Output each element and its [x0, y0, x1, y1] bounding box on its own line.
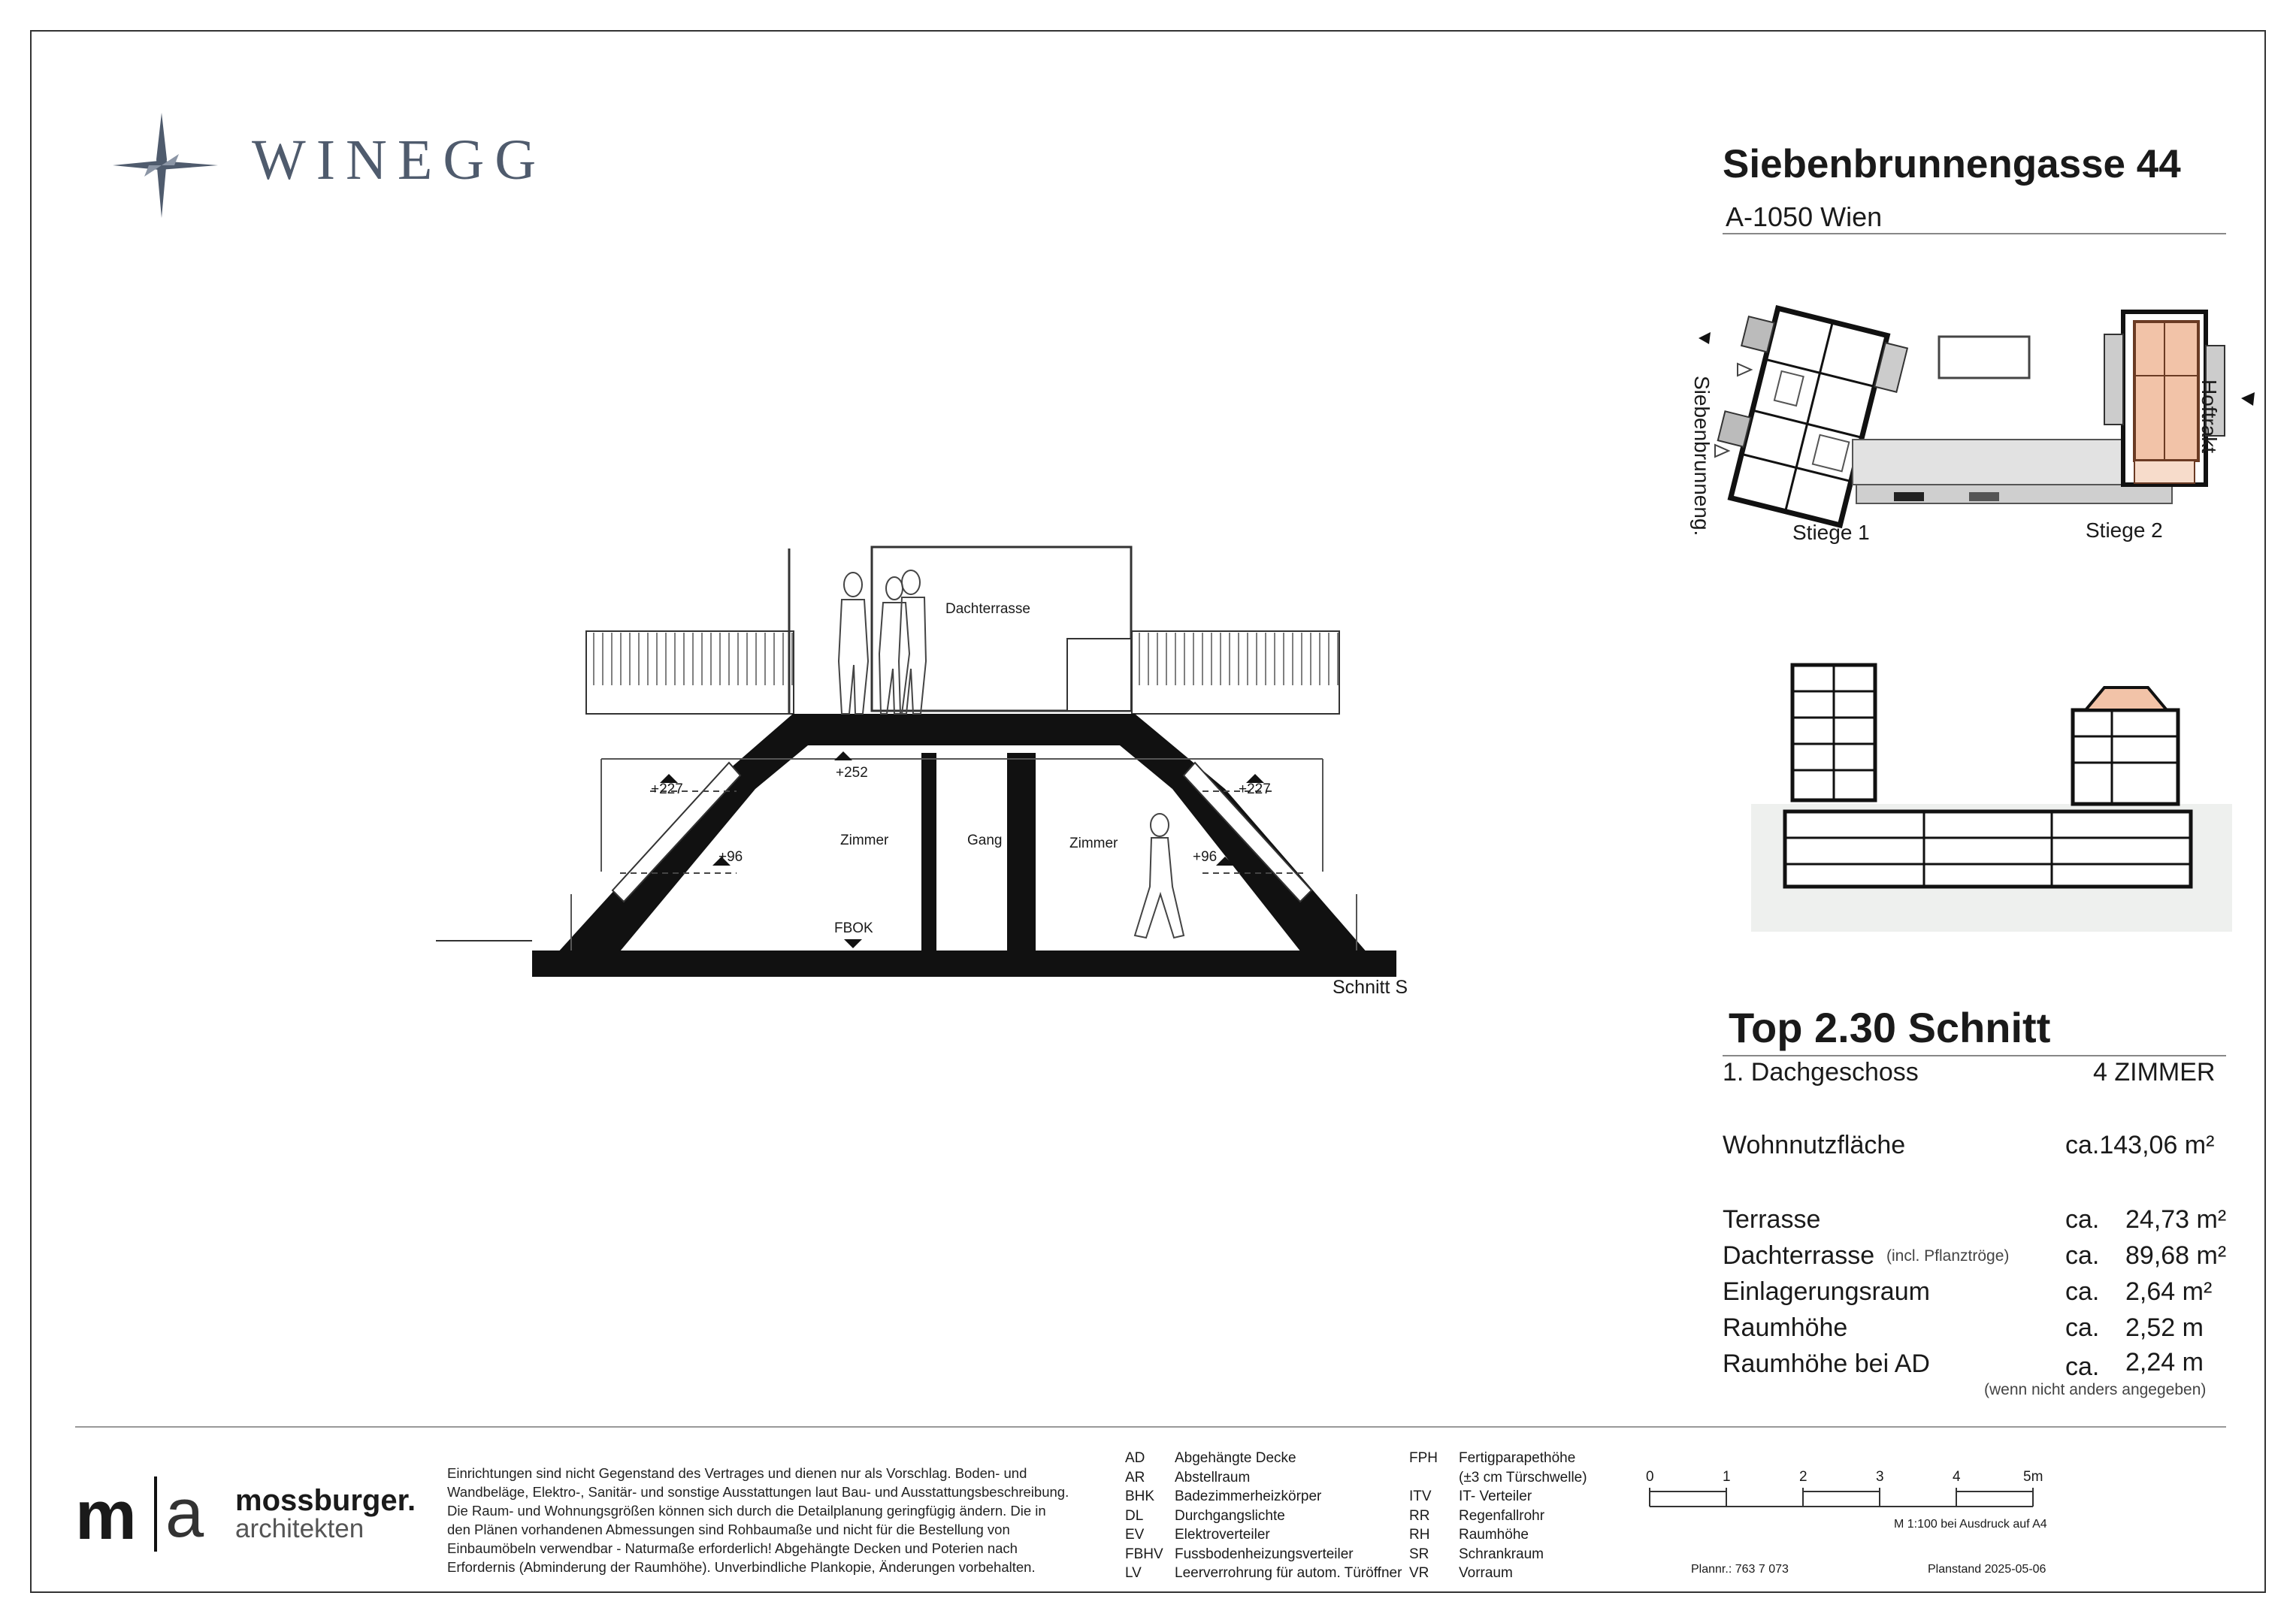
label-gang: Gang	[967, 833, 1003, 848]
compass-star-icon	[113, 113, 218, 218]
divider	[1723, 1055, 2226, 1056]
einlagerung-label: Einlagerungsraum	[1723, 1277, 1930, 1306]
legend-text: IT- Verteiler	[1459, 1489, 1532, 1504]
raumhoehe-label: Raumhöhe	[1723, 1313, 1848, 1342]
legend-abbr	[1409, 1468, 1438, 1488]
legend-text: (±3 cm Türschwelle)	[1459, 1469, 1587, 1485]
legend-text: Fertigparapethöhe	[1459, 1450, 1576, 1466]
cut-label: Schnitt S	[1333, 977, 1408, 998]
legend-abbr: AD	[1125, 1450, 1145, 1466]
logo-separator	[154, 1476, 157, 1552]
street-label: Siebenbrunneng.	[1690, 376, 1714, 536]
legend-abbr: VR	[1409, 1565, 1429, 1581]
legend-text: Abstellraum	[1175, 1469, 1251, 1485]
legend-abbr: AR	[1125, 1469, 1145, 1485]
address-city: A-1050 Wien	[1726, 201, 1883, 232]
label-zimmer-right: Zimmer	[1069, 836, 1118, 851]
legend-text: Raumhöhe	[1459, 1527, 1529, 1543]
raumhoehe-ad-ca: ca.	[2065, 1352, 2100, 1381]
legend-text: Regenfallrohr	[1459, 1507, 1545, 1524]
divider	[1723, 233, 2226, 234]
legend-abbr: LV	[1125, 1565, 1142, 1581]
scale-tick-2: 2	[1799, 1469, 1807, 1485]
legend-text: Schrankraum	[1459, 1546, 1544, 1562]
scale-bar	[1642, 1484, 2048, 1514]
legend-abbr: BHK	[1125, 1489, 1155, 1504]
stair-1-label: Stiege 1	[1792, 521, 1870, 544]
legend-abbr: FBHV	[1125, 1546, 1163, 1562]
wnf-label: Wohnnutzfläche	[1723, 1131, 1906, 1159]
legend-abbr: RR	[1409, 1507, 1430, 1524]
terrasse-value: 24,73 m²	[2125, 1205, 2227, 1234]
legend-text: Durchgangslichte	[1175, 1507, 1285, 1524]
architect-logo-m: m	[75, 1477, 135, 1554]
scale-tick-1: 1	[1723, 1469, 1731, 1485]
plan-date: Planstand 2025-05-06	[1928, 1563, 2046, 1576]
legend-abbr: SR	[1409, 1546, 1429, 1562]
level-227-right: +227	[1239, 781, 1271, 797]
brand-name: WINEGG	[252, 128, 547, 192]
site-plan	[1683, 301, 2270, 556]
dachterrasse-note: (incl. Pflanztröge)	[1886, 1247, 2010, 1265]
scale-tick-4: 4	[1953, 1469, 1961, 1485]
einlagerung-value: 2,64 m²	[2125, 1277, 2213, 1306]
legend-text: Abgehängte Decke	[1175, 1450, 1296, 1466]
unit-rooms: 4 ZIMMER	[2093, 1058, 2216, 1087]
raumhoehe-ad-label: Raumhöhe bei AD	[1723, 1349, 1930, 1378]
legend-text-col-2	[1459, 1449, 1587, 1583]
building-section-thumbnail	[1751, 654, 2232, 932]
einlagerung-ca: ca.	[2065, 1277, 2100, 1306]
scale-note: M 1:100 bei Ausdruck auf A4	[1894, 1518, 2047, 1531]
raumhoehe-ca: ca.	[2065, 1313, 2100, 1342]
scale-tick-0: 0	[1646, 1469, 1654, 1485]
plan-number: Plannr.: 763 7 073	[1691, 1563, 1789, 1576]
legend-abbr: FPH	[1409, 1450, 1438, 1466]
legend-text-col-1	[1175, 1449, 1402, 1583]
legend-text: Vorraum	[1459, 1565, 1513, 1581]
divider	[75, 1426, 2226, 1428]
terrasse-label: Terrasse	[1723, 1205, 1821, 1234]
legend-abbrev-col-1	[1125, 1449, 1163, 1583]
legend-text: Fussbodenheizungsverteiler	[1175, 1546, 1354, 1562]
stair-2-label: Stiege 2	[2086, 518, 2163, 542]
legend-abbr: RH	[1409, 1527, 1430, 1543]
height-note: (wenn nicht anders angegeben)	[1984, 1381, 2207, 1398]
firm-name: mossburger.	[235, 1484, 416, 1517]
level-252: +252	[836, 765, 868, 781]
address-street: Siebenbrunnengasse 44	[1723, 142, 2181, 186]
scale-tick-3: 3	[1876, 1469, 1884, 1485]
firm-subtitle: architekten	[235, 1514, 365, 1543]
dachterrasse-ca: ca.	[2065, 1241, 2100, 1270]
yard-label: Hoftrakt	[2198, 379, 2221, 454]
scale-tick-5: 5m	[2023, 1469, 2043, 1485]
label-zimmer-left: Zimmer	[840, 833, 889, 848]
architect-logo-a: a	[165, 1475, 204, 1552]
label-dachterrasse: Dachterrasse	[945, 601, 1030, 617]
dachterrasse-value: 89,68 m²	[2125, 1241, 2227, 1270]
raumhoehe-ad-value: 2,24 m	[2125, 1348, 2204, 1377]
legend-abbr: DL	[1125, 1507, 1144, 1524]
unit-title: Top 2.30 Schnitt	[1729, 1004, 2051, 1051]
disclaimer: Einrichtungen sind nicht Gegenstand des Vertrages und dienen nur als Vorschlag. Boden- und Wandbeläge, Elektro-, Sanitär- und sonstige Ausstattungen laut Bau- und Ausstattungsbeschreibung. Die Raum- und Wohnungsgrößen können sich durch die Detailplanung geringfügig ändern. Die in den Plänen vorhandenen Abmessungen sind Rohbaumaße und nicht für die Bestellung von Einbaumöbeln verwendbar - Naturmaße erforderlich! Abgehängte Decken und Poterien nach Erfordernis (Abminderung der Raumhöhe). Unverbindliche Plankopie, Änderungen vorbehalten.	[447, 1465, 1069, 1575]
terrasse-ca: ca.	[2065, 1205, 2100, 1234]
legend-abbrev-col-2	[1409, 1449, 1438, 1583]
unit-floor: 1. Dachgeschoss	[1723, 1058, 1919, 1087]
legend-text: Leerverrohrung für autom. Türöffner	[1175, 1565, 1402, 1581]
level-96-left: +96	[718, 849, 743, 865]
legend-abbr: ITV	[1409, 1489, 1432, 1504]
label-fbok: FBOK	[834, 920, 873, 936]
dachterrasse-label: Dachterrasse	[1723, 1241, 1875, 1270]
wnf-value: ca.143,06 m²	[2065, 1131, 2215, 1159]
legend-abbr: EV	[1125, 1527, 1145, 1543]
legend-text: Elektroverteiler	[1175, 1527, 1270, 1543]
level-96-right: +96	[1193, 849, 1218, 865]
legend-text: Badezimmerheizkörper	[1175, 1489, 1322, 1504]
level-227-left: +227	[651, 781, 683, 797]
raumhoehe-value: 2,52 m	[2125, 1313, 2204, 1342]
